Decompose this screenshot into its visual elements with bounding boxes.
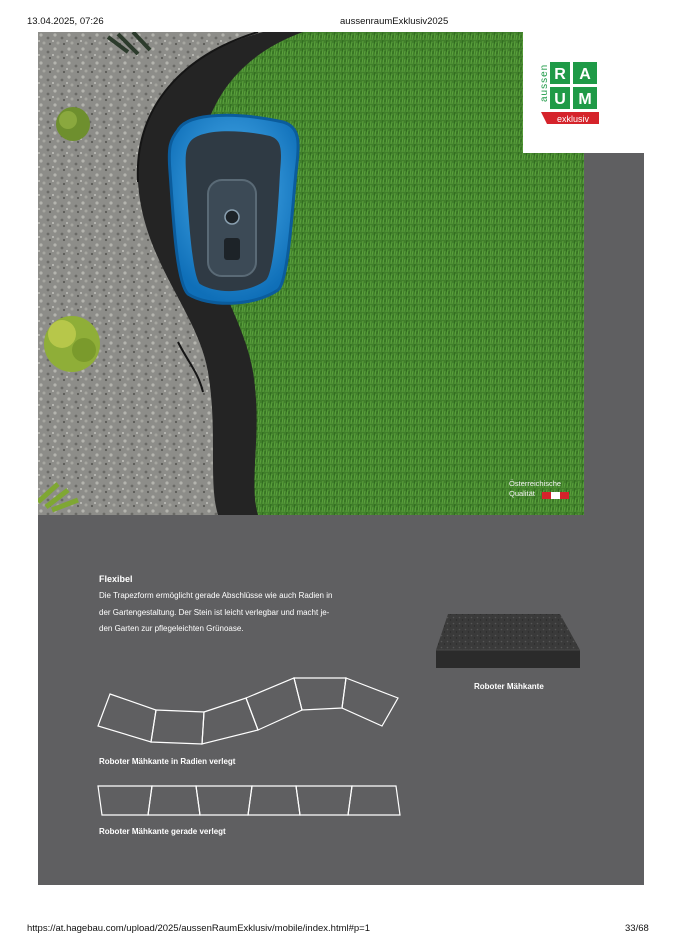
logo-letter-a: A <box>579 66 591 83</box>
logo-sub: exklusiv <box>556 114 590 124</box>
logo-side-text: aussen <box>539 63 550 102</box>
article-heading: Flexibel <box>99 574 133 584</box>
product-caption: Roboter Mähkante <box>474 682 544 691</box>
body-line: der Gartengestaltung. Der Stein ist leicht verlegbar und macht je- <box>99 607 330 617</box>
logo-letter-m: M <box>578 91 592 108</box>
austrian-flag-icon <box>542 492 569 499</box>
print-page-number: 33/68 <box>625 923 649 934</box>
print-datetime: 13.04.2025, 07:26 <box>27 16 104 27</box>
radius-layout-diagram <box>96 674 406 746</box>
raum-logo-icon <box>523 32 644 153</box>
radius-caption: Roboter Mähkante in Radien verlegt <box>99 757 236 766</box>
product-stone-image <box>434 610 582 674</box>
straight-layout-diagram <box>96 784 406 818</box>
lawn-mower-photo <box>38 32 584 515</box>
quality-label: Österreichische Qualität <box>509 479 562 498</box>
print-title: aussenraumExklusiv2025 <box>340 16 449 27</box>
logo-letter-r: R <box>554 66 566 83</box>
logo <box>523 32 644 153</box>
logo-letter-u: U <box>554 91 566 108</box>
print-url: https://at.hagebau.com/upload/2025/aussenRaumExklusiv/mobile/index.html#p=1 <box>27 923 371 934</box>
brochure-page <box>38 32 644 885</box>
article-body <box>99 588 359 638</box>
body-line: den Garten zur pflegeleichten Grünoase. <box>99 624 244 633</box>
straight-caption: Roboter Mähkante gerade verlegt <box>99 827 226 836</box>
body-line: Die Trapezform ermöglicht gerade Abschlüsse wie auch Radien in <box>99 591 333 600</box>
mower-icon <box>169 115 298 303</box>
